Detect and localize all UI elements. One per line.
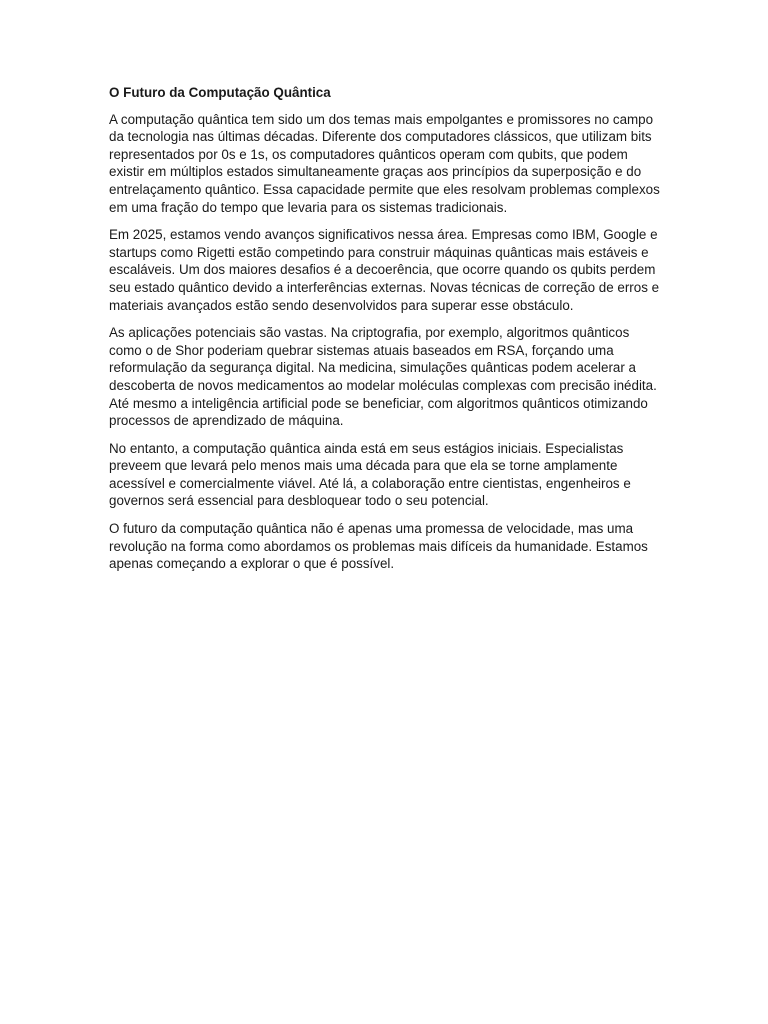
paragraph-3: As aplicações potenciais são vastas. Na criptografia, por exemplo, algoritmos quânticos como o de Shor poderiam quebrar sistemas atuais baseados em RSA, forçando uma reformulação da segurança digital. Na medicina, simulações quânticas podem acelerar a descoberta de novos medicamentos ao modelar moléculas complexas com precisão inédita. Até mesmo a inteligência artificial pode se beneficiar, com algoritmos quânticos otimizando processos de aprendizado de máquina.	[109, 325, 657, 429]
paragraph-2: Em 2025, estamos vendo avanços significativos nessa área. Empresas como IBM, Google e startups como Rigetti estão competindo para construir máquinas quânticas mais estáveis e escaláveis. Um dos maiores desafios é a decoerência, que ocorre quando os qubits perdem seu estado quântico devido a interferências externas. Novas técnicas de correção de erros e materiais avançados estão sendo desenvolvidos para superar esse obstáculo.	[109, 227, 660, 313]
paragraph-4: No entanto, a computação quântica ainda está em seus estágios iniciais. Especialistas preveem que levará pelo menos mais uma década para que ela se torne amplamente acessível e comercialmente viável. Até lá, a colaboração entre cientistas, engenheiros e governos será essencial para desbloquear todo o seu potencial.	[109, 440, 631, 509]
document-body	[109, 84, 661, 583]
paragraph-1: A computação quântica tem sido um dos temas mais empolgantes e promissores no campo da tecnologia nas últimas décadas. Diferente dos computadores clássicos, que utilizam bits representados por 0s e 1s, os computadores quânticos operam com qubits, que podem existir em múltiplos estados simultaneamente graças aos princípios da superposição e do entrelaçamento quântico. Essa capacidade permite que eles resolvam problemas complexos em uma fração do tempo que levaria para os sistemas tradicionais.	[109, 111, 660, 215]
paragraph-5: O futuro da computação quântica não é apenas uma promessa de velocidade, mas uma revolução na forma como abordamos os problemas mais difíceis da humanidade. Estamos apenas começando a explorar o que é possível.	[109, 521, 648, 572]
document-title: O Futuro da Computação Quântica	[109, 85, 331, 100]
